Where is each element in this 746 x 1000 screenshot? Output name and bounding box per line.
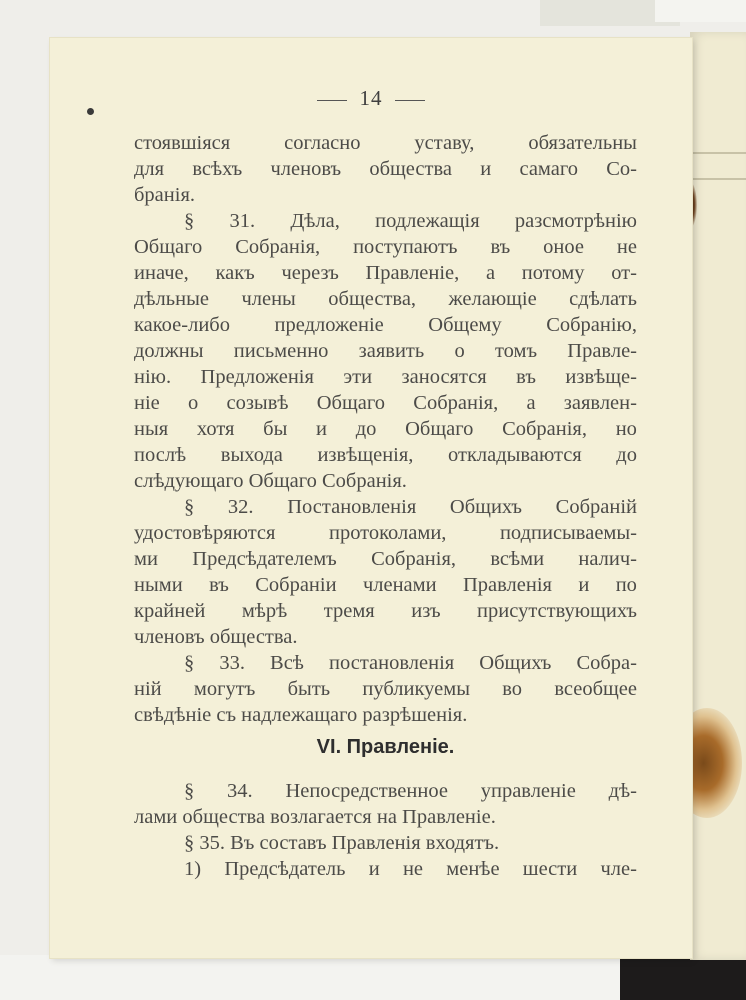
- text-line: свѣдѣніе съ надлежащаго разрѣшенія.: [134, 704, 468, 726]
- text-line: слѣдующаго Общаго Собранія.: [134, 470, 407, 492]
- background-top-right: [655, 0, 746, 22]
- text-line: Общаго Собранія, поступаютъ въ оное не: [134, 236, 637, 258]
- text-line: ній могутъ быть публикуемы во всеобщее: [134, 678, 637, 700]
- text-line: бранія.: [134, 184, 195, 206]
- text-line: ными въ Собраніи членами Правленія и по: [134, 574, 637, 596]
- dash-right: [395, 100, 425, 101]
- text-line: стоявшіяся согласно уставу, обязательны: [134, 132, 637, 154]
- paragraph-s33: [134, 650, 637, 728]
- page-number: [50, 86, 692, 111]
- text-line: дѣльные члены общества, желающіе сдѣлать: [134, 288, 637, 310]
- paragraph-s31: [134, 208, 637, 494]
- text-line: крайней мѣрѣ тремя изъ присутствующихъ: [134, 600, 637, 622]
- text-line: § 34. Непосредственное управленіе дѣ-: [184, 780, 637, 802]
- adjacent-page: [690, 32, 746, 960]
- book-page: [50, 38, 692, 958]
- text-line: послѣ выхода извѣщенія, откладываются до: [134, 444, 637, 466]
- bleed-through-line: [690, 178, 746, 180]
- text-line: § 32. Постановленія Общихъ Собраній: [184, 496, 637, 518]
- text-line: 1) Предсѣдатель и не менѣе шести чле-: [184, 858, 637, 880]
- text-line: лами общества возлагается на Правленіе.: [134, 806, 496, 828]
- text-line: ми Предсѣдателемъ Собранія, всѣми налич-: [134, 548, 637, 570]
- paragraph-continuation: [134, 130, 637, 208]
- text-line: какое-либо предложеніе Общему Собранію,: [134, 314, 637, 336]
- text-line: § 35. Въ составъ Правленія входятъ.: [184, 832, 500, 854]
- text-line: ныя хотя бы и до Общаго Собранія, но: [134, 418, 637, 440]
- text-line: членовъ общества.: [134, 626, 298, 648]
- paragraph-s35: [134, 830, 637, 882]
- text-line: нію. Предложенія эти заносятся въ извѣще-: [134, 366, 637, 388]
- dash-left: [317, 100, 347, 101]
- text-line: иначе, какъ черезъ Правленіе, а потому от-: [134, 262, 637, 284]
- text-line: для всѣхъ членовъ общества и самаго Со-: [134, 158, 637, 180]
- text-line: ніе о созывѣ Общаго Собранія, а заявлен-: [134, 392, 637, 414]
- text-line: § 33. Всѣ постановленія Общихъ Собра-: [184, 652, 637, 674]
- section-heading: VI. Правленіе.: [316, 736, 455, 758]
- text-line: должны письменно заявить о томъ Правле-: [134, 340, 637, 362]
- text-line: удостовѣряются протоколами, подписываемы-: [134, 522, 637, 544]
- paragraph-s34: [134, 778, 637, 830]
- bleed-through-line: [690, 152, 746, 154]
- paragraph-s32: [134, 494, 637, 650]
- page-number-text: 14: [359, 86, 383, 110]
- text-line: § 31. Дѣла, подлежащія разсмотрѣнію: [184, 210, 637, 232]
